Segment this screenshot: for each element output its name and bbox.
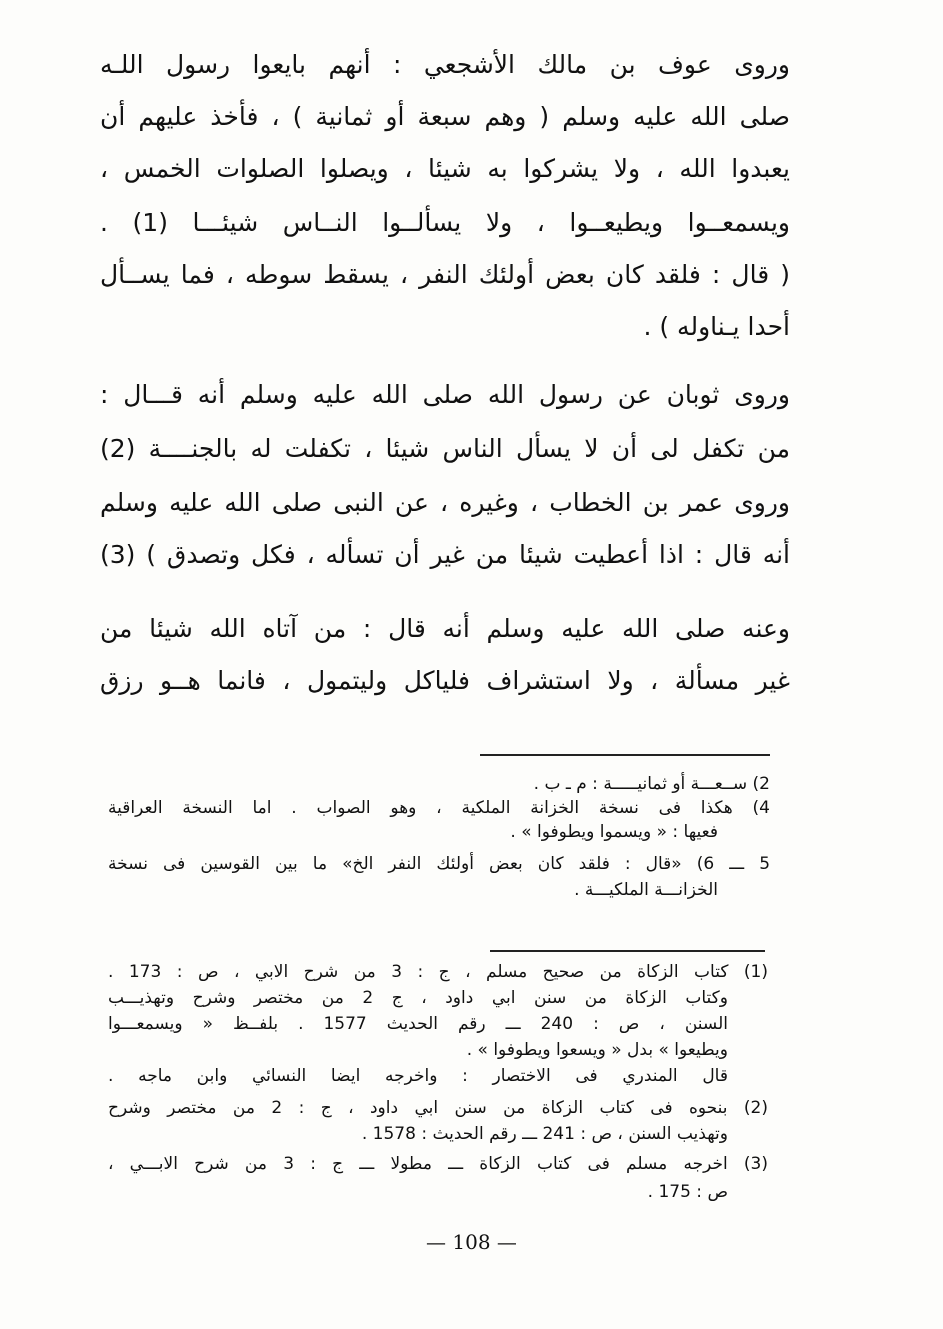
text-line: ويسمعــوا ويطيعــوا ، ولا يسألــوا النــاس شيئـــا (1) . [100, 208, 790, 237]
footnote-line: 2) ســعـــة أو ثمانيـــــة : م ـ ب . [533, 774, 770, 794]
text-line: أنه قال : اذا أعطيت شيئا من غير أن تسأله ، فكل وتصدق ) (3) [100, 540, 790, 569]
footnote-line: وتهذيب السنن ، ص : 241 ـــ رقم الحديث : 1578 . [361, 1124, 728, 1144]
footnote-line: قال المندري فى الاختصار : واخرجه ايضا النسائي وابن ماجه . [108, 1066, 728, 1086]
footnote-line: (2) بنحوه فى كتاب الزكاة من سنن ابي داود ، ج : 2 من مختصر وشرح [108, 1098, 768, 1118]
text-line: أحدا يـناوله ) . [643, 312, 790, 341]
text-line: صلى الله عليه وسلم ( وهم سبعة أو ثمانية ) ، فأخذ عليهم أن [100, 102, 790, 131]
footnote-line: وكتاب الزكاة من سنن ابي داود ، ج 2 من مختصر وشرح وتهذيـــب [108, 988, 728, 1008]
page-number: — 108 — [426, 1230, 517, 1254]
text-line: وروى عمر بن الخطاب ، وغيره ، عن النبى صلى الله عليه وسلم [100, 488, 790, 517]
footnote-line: 4) هكذا فى نسخة الخزانة الملكية ، وهو الصواب . اما النسخة العراقية [108, 798, 770, 818]
text-line: من تكفل لى أن لا يسأل الناس شيئا ، تكفلت له بالجنــــة (2) [100, 434, 790, 463]
text-line: وروى عوف بن مالك الأشجعي : أنهم بايعوا رسول اللـه [100, 50, 790, 79]
footnote-divider [480, 754, 770, 756]
footnote-line: السنن ، ص : 240 ـــ رقم الحديث 1577 . بلفــظ « ويسمعـــوا [108, 1014, 729, 1034]
footnote-line: ويطيعوا » بدل « ويسعوا ويطوفوا » . [466, 1040, 728, 1060]
footnote-line: فعيها : « ويسموا ويطوفوا » . [510, 822, 718, 842]
footnote-line: ص : 175 . [647, 1182, 728, 1202]
text-line: غير مسألة ، ولا استشراف فلياكل وليتمول ، فانما هــو رزق [100, 666, 790, 695]
text-line: وعنه صلى الله عليه وسلم أنه قال : من آتاه الله شيئا من [100, 614, 790, 643]
footnote-line: (1) كتاب الزكاة من صحيح مسلم ، ج : 3 من شرح الابي ، ص : 173 . [108, 962, 768, 982]
footnote-line: (3) اخرجه مسلم فى كتاب الزكاة ـــ مطولا ـــ ج : 3 من شرح الابـــي ، [108, 1154, 768, 1174]
text-line: يعبدوا الله ، ولا يشركوا به شيئا ، ويصلوا الصلوات الخمس ، [100, 154, 790, 183]
text-line: وروى ثوبان عن رسول الله صلى الله عليه وسلم أنه قـــال : [100, 380, 790, 409]
footnote-line: الخزانـــة الملكيـــة . [574, 880, 718, 900]
text-line: ( قال : فلقد كان بعض أولئك النفر ، يسقط سوطه ، فما يســأل [100, 260, 790, 289]
footnote-line: 5 ـــ 6) «قال : فلقد كان بعض أولئك النفر الخ» ما بين القوسين فى نسخة [108, 854, 771, 874]
footnote-divider [490, 950, 765, 952]
